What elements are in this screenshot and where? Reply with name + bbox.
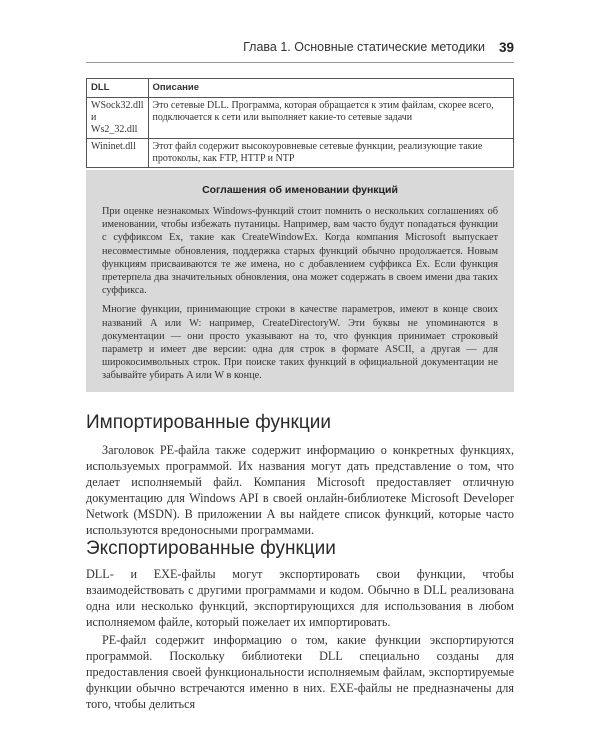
- chapter-title: Глава 1. Основные статические методики: [243, 40, 485, 54]
- sidebar-paragraph: Многие функции, принимающие строки в качестве параметров, имеют в конце своих названий A или W: например, CreateDirectoryW. Эти буквы не упоминаются в документации — они просто указывают на то, что функция принимает строковый параметр и имеет две версии: одна для строк в формате ASCII, а другая — для широкосимвольных строк. При поиске таких функций в официальной документации не забывайте убирать A или W в конце.: [102, 304, 498, 382]
- section-heading-imported: Импортированные функции: [86, 412, 331, 433]
- page-number: 39: [498, 40, 514, 55]
- dll-name-cell: WSock32.dll и Ws2_32.dll: [87, 98, 149, 139]
- column-header-description: Описание: [148, 79, 514, 98]
- table-row: [87, 139, 514, 168]
- exported-paragraph: PE-файл содержит информацию о том, какие функции экспортируются программой. Поскольку библиотеки DLL специально созданы для предоставления своей функциональности исполняемым файлам, экспортируемые функции обычно встречаются именно в них. EXE-файлы не предназначены для того, чтобы делиться: [86, 633, 514, 711]
- table-row: [87, 98, 514, 139]
- column-header-dll: DLL: [87, 79, 149, 98]
- exported-paragraph: DLL- и EXE-файлы могут экспортировать свои функции, чтобы взаимодействовать с другими программами и кодом. Обычно в DLL реализована одна или несколько функций, экспортирующихся для использования в любом исполняемом файле, который пожелает их импортировать.: [86, 567, 514, 629]
- dll-table: [86, 78, 514, 168]
- table-header-row: [87, 79, 514, 98]
- dll-name-cell: Wininet.dll: [87, 139, 149, 168]
- section-heading-exported: Экспортированные функции: [86, 538, 336, 559]
- running-header: [86, 40, 514, 63]
- naming-conventions-sidebar: [86, 170, 514, 392]
- sidebar-title: Соглашения об именовании функций: [202, 184, 398, 196]
- sidebar-paragraph: При оценке незнакомых Windows-функций стоит помнить о нескольких соглашениях об именовании, чтобы избежать путаницы. Например, вам часто будут попадаться функции с суффиксом Ex, такие как CreateWindowEx. Когда компания Microsoft выпускает несовместимые обновления, поддержка старых функций обычно продолжается. Новым функциям присваиваются те же имена, но с добавлением суффикса Ex. Если функция претерпела два значительных обновления, она может содержать в своем имени два таких суффикса.: [102, 206, 498, 297]
- dll-description-cell: Этот файл содержит высокоуровневые сетевые функции, реализующие такие протоколы, как FTP, HTTP и NTP: [148, 139, 514, 168]
- imported-paragraph: Заголовок PE-файла также содержит информацию о конкретных функциях, используемых программой. Их названия могут дать представление о том, что делает исполняемый файл. Компания Microsoft предоставляет отличную документацию для Windows API в своей онлайн-библиотеке Microsoft Developer Network (MSDN). В приложении А вы найдете список функций, которые часто используются вредоносными программами.: [86, 443, 514, 537]
- dll-description-cell: Это сетевые DLL. Программа, которая обращается к этим файлам, скорее всего, подключается к сети или выполняет какие-то сетевые задачи: [148, 98, 514, 139]
